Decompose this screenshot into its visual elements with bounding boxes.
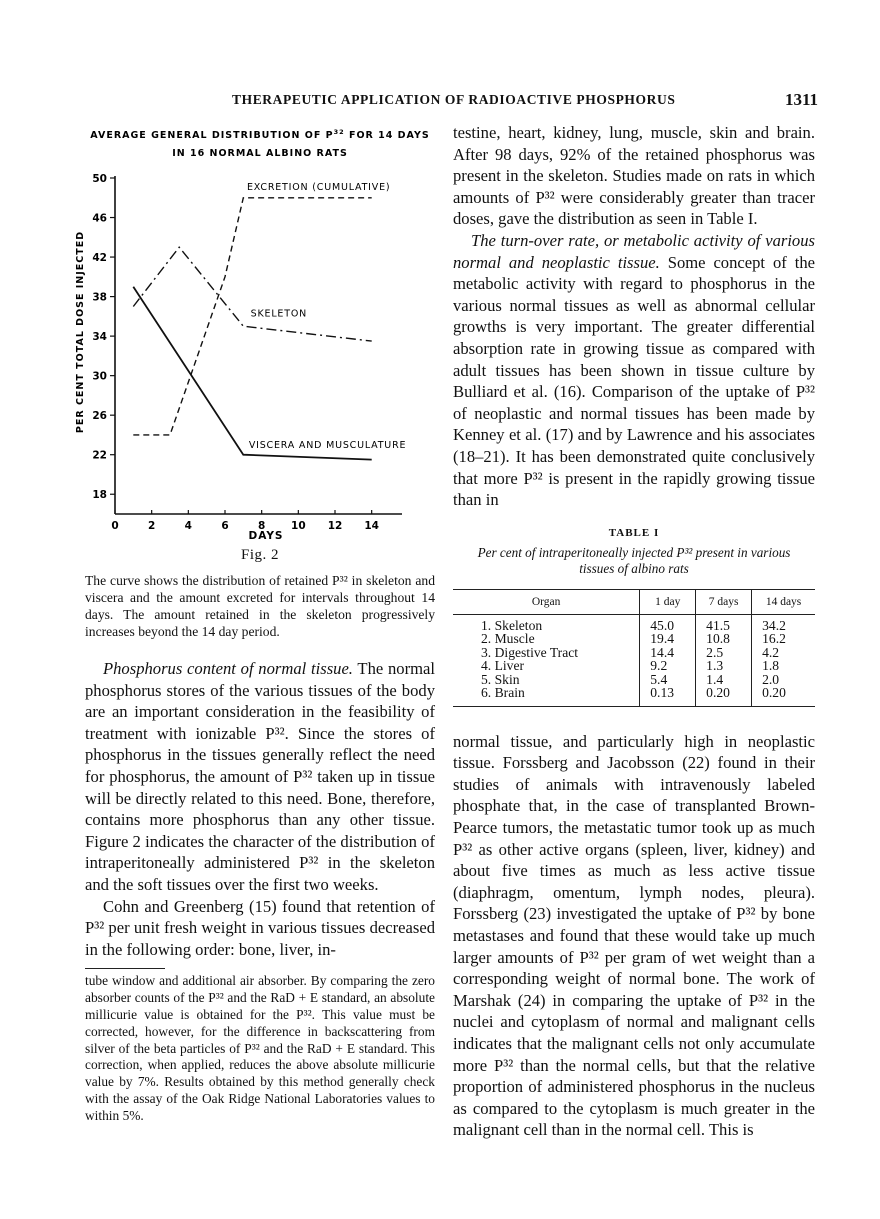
x-tick-label: 2: [148, 520, 156, 532]
column-header: Organ: [453, 589, 640, 614]
y-tick-label: 38: [92, 291, 107, 304]
x-tick-label: 14: [364, 520, 379, 532]
column-header: 1 day: [640, 589, 696, 614]
x-tick-label: 0: [111, 520, 119, 532]
column-header: 14 days: [752, 589, 815, 614]
table-cell: 19.4: [640, 632, 696, 646]
series-label-3: VISCERA AND MUSCULATURE: [248, 439, 407, 451]
table-row: [453, 659, 815, 673]
paragraph-neoplastic-tissue: normal tissue, and particularly high in neoplastic tissue. Forssberg and Jacobsson (22) found in their studies of animals with intravenously labeled phosphate that, in the case of transplanted Brown-Pearce tumors, the metastatic tumor took up as much P³² as other active organs (spleen, liver, kidney) and about five times as much as less active tissue (diaphragm, omentum, lymph nodes, pleura). Forssberg (23) investigated the uptake of P³² by bone metastases and found that these would take up much larger amounts of P³² per gram of wet weight than a corresponding weight of normal bone. The work of Marshak (24) in comparing the uptake of P³² in the nuclei and cytoplasm of normal and malignant cells indicates that the malignant cells not only accumulate more P³² than the normal cells, but that the relative proportion of administered phosphorus in the nucleus as compared to the cytoplasm is much greater in the malignant cell than in the normal cell. This is: [453, 731, 815, 1140]
distribution-chart: [75, 122, 435, 547]
table-1: [453, 527, 815, 707]
section-heading: The turn-over rate, or metabolic activity of various normal and neoplastic tissue.: [453, 230, 815, 272]
table-cell: 1.8: [752, 659, 815, 673]
chart-series: [133, 198, 371, 460]
footnote: tube window and additional air absorber. By comparing the zero absorber counts of the P³² and the RaD + E standard, an absolute millicurie value is obtained for the P³². This value must be corrected, however, for the difference in backscattering from silver of the beta particles of P³² and the RaD + E standard. This correction, when applied, reduces the above absolute millicurie value by 7%. Results obtained by this method generally check with the assay of the Oak Ridge National Laboratories values to within 5%.: [85, 973, 435, 1123]
table-cell: 4.2: [752, 646, 815, 660]
table-title: Per cent of intraperitoneally injected P³² present in various tissues of albino rats: [477, 544, 791, 576]
series-label-2: SKELETON: [250, 308, 308, 320]
column-header: 7 days: [696, 589, 752, 614]
table-row: [453, 686, 815, 706]
page-header: [0, 92, 880, 114]
page-number: 1311: [784, 90, 818, 109]
x-tick-label: 8: [258, 520, 266, 532]
table-cell: 0.20: [696, 686, 752, 706]
table-cell: 3. Digestive Tract: [481, 644, 579, 660]
table-cell: 16.2: [752, 632, 815, 646]
table-cell: 34.2: [752, 614, 815, 632]
series-line-2: [133, 247, 371, 341]
table-cell: 1.4: [696, 673, 752, 687]
right-column: [453, 122, 815, 1141]
table-header-row: [453, 589, 815, 614]
x-axis-label: DAYS: [248, 530, 284, 542]
table-row: [453, 614, 815, 632]
table-cell: 0.13: [640, 686, 696, 706]
table-cell: 9.2: [640, 659, 696, 673]
paragraph-phosphorus-content: [85, 658, 435, 896]
y-tick-label: 30: [92, 370, 107, 383]
table-cell: 45.0: [640, 614, 696, 632]
x-tick-label: 12: [327, 520, 343, 532]
running-title: THERAPEUTIC APPLICATION OF RADIOACTIVE PHOSPHORUS: [232, 92, 676, 107]
y-tick-label: 22: [92, 449, 107, 462]
chart-series-labels: [247, 182, 406, 451]
chart-title-line1: AVERAGE GENERAL DISTRIBUTION OF $P^{32}$ FOR 14 DAYS: [90, 128, 430, 141]
table-row: [453, 632, 815, 646]
y-axis-label: PER CENT TOTAL DOSE INJECTED: [75, 230, 86, 434]
table-cell: 5. Skin: [481, 671, 520, 687]
table-cell: 2.5: [696, 646, 752, 660]
distribution-table: [453, 589, 815, 707]
chart-title-line2: IN 16 NORMAL ALBINO RATS: [172, 148, 348, 159]
footnote-divider: [85, 968, 165, 969]
table-cell: 2. Muscle: [481, 631, 535, 647]
figure-caption: Fig. 2: [240, 547, 279, 563]
table-cell: 41.5: [696, 614, 752, 632]
table-cell: 10.8: [696, 632, 752, 646]
figure-2: [75, 122, 435, 547]
paragraph-cohn-greenberg: Cohn and Greenberg (15) found that retention of P³² per unit fresh weight in various tissues decreased in the following order: bone, liver, in-: [85, 896, 435, 959]
y-tick-label: 34: [92, 331, 107, 344]
table-cell: 4. Liver: [481, 658, 525, 674]
section-heading: Phosphorus content of normal tissue.: [103, 659, 353, 678]
table-cell: 1. Skeleton: [481, 617, 543, 633]
table-cell: 1.3: [696, 659, 752, 673]
paragraph-body: Some concept of the metabolic activity with regard to phosphorus in the various normal tissues as well as abnormal cellular growths is very important. The greater differential absorption rate in growing tissue as compared with adult tissues has been shown in tissue culture by Bulliard et al. (16). Comparison of the uptake of P³² of neoplastic and normal tissues has been made by Kenney et al. (17) and by Lawrence and his associates (18–21). It has been demonstrated quite conclusively that more P³² is present in the rapidly growing tissue than in: [453, 252, 815, 510]
left-column: [75, 122, 435, 1124]
series-label-1: EXCRETION (CUMULATIVE): [247, 181, 391, 193]
x-tick-label: 10: [291, 520, 306, 532]
table-cell: 5.4: [640, 673, 696, 687]
table-cell: 2.0: [752, 673, 815, 687]
paragraph-body: The normal phosphorus stores of the various tissues of the body are an important consideration in the feasibility of treatment with ionizable P³². Since the stores of phosphorus in the tissues generally reflect the need for phosphorus, the amount of P³² taken up in tissue will be directly related to this need. Bone, therefore, contains more phosphorus than any other tissue. Figure 2 indicates the character of the distribution of intraperitoneally administered P³² in the skeleton and the soft tissues over the first two weeks.: [85, 659, 435, 894]
y-tick-label: 42: [92, 252, 107, 265]
table-cell: 6. Brain: [453, 686, 640, 706]
table-label: TABLE I: [608, 526, 660, 539]
y-tick-label: 50: [92, 173, 107, 185]
chart-axes: [92, 173, 402, 532]
figure-description: The curve shows the distribution of retained P³² in skeleton and viscera and the amount excreted for intervals throughout 14 days. The amount retained in the skeleton progressively increases beyond the 14 day period.: [85, 573, 435, 639]
table-cell: 14.4: [640, 646, 696, 660]
x-tick-label: 4: [184, 520, 192, 532]
table-row: [453, 673, 815, 687]
x-tick-label: 6: [221, 520, 229, 532]
table-row: [453, 646, 815, 660]
paragraph-continued: testine, heart, kidney, lung, muscle, skin and brain. After 98 days, 92% of the retained phosphorus was present in the skeleton. Studies made on rats in which amounts of P³² were considerably greater than tracer doses, gave the distribution as seen in Table I.: [453, 123, 815, 229]
paragraph-turnover-rate: [453, 230, 815, 511]
y-tick-label: 18: [92, 489, 107, 502]
y-tick-label: 46: [92, 212, 107, 225]
table-cell: 0.20: [752, 686, 815, 706]
y-tick-label: 26: [92, 410, 107, 423]
